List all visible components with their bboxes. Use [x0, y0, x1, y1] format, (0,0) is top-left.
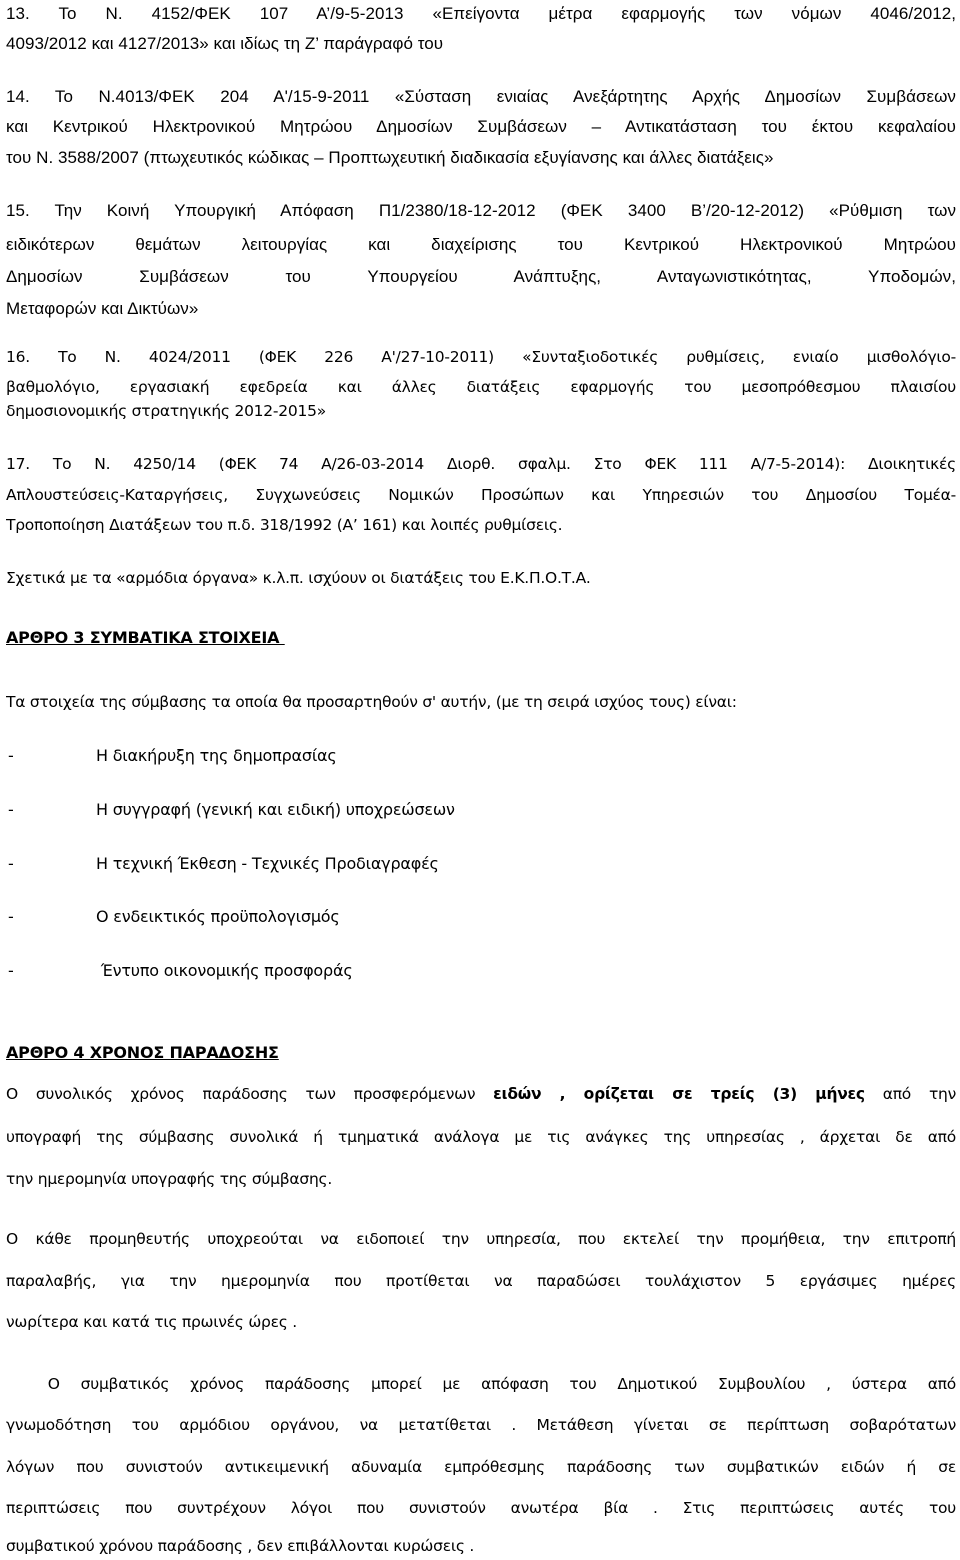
- delivery-time-line-3: την ημερομηνία υπογραφής της σύμβασης.: [6, 1170, 333, 1188]
- law-item-17-line-3: Τροποποίηση Διατάξεων του π.δ. 318/1992 (Α’ 161) και λοιπές ρυθμίσεις.: [6, 516, 563, 534]
- law-item-15-line-2: ειδικότερων θεμάτων λειτουργίας και διαχείρισης του Κεντρικού Ηλεκτρονικού Μητρώου: [6, 235, 956, 254]
- extension-line-2: γνωμοδότηση του αρμόδιου οργάνου, να μετατίθεται . Μετάθεση γίνεται σε περίπτωση σοβαρότατων: [6, 1416, 956, 1434]
- law-item-17-line-2: Απλουστεύσεις-Καταργήσεις, Συγχωνεύσεις Νομικών Προσώπων και Υπηρεσιών του Δημοσίου Τομέα-: [6, 486, 956, 504]
- delivery-time-text: Ο συνολικός χρόνος παράδοσης των προσφερόμενων: [6, 1085, 494, 1103]
- law-item-14-line-2: και Κεντρικού Ηλεκτρονικού Μητρώου Δημοσίων Συμβάσεων – Αντικατάσταση του έκτου κεφαλαίου: [6, 117, 956, 136]
- law-item-14-line-1: 14. Το Ν.4013/ΦΕΚ 204 Α'/15-9-2011 «Σύσταση ενιαίας Ανεξάρτητης Αρχής Δημοσίων Συμβάσεων: [6, 87, 956, 106]
- list-item: Ο ενδεικτικός προϋπολογισμός: [96, 907, 340, 926]
- article-3-intro: Τα στοιχεία της σύμβασης τα οποία θα προσαρτηθούν σ' αυτήν, (με τη σειρά ισχύος τους) είναι:: [6, 693, 737, 711]
- list-item: Η διακήρυξη της δημοπρασίας: [96, 746, 337, 765]
- law-item-16-line-1: 16. Το Ν. 4024/2011 (ΦΕΚ 226 Α'/27-10-2011) «Συνταξιοδοτικές ρυθμίσεις, ενιαίο μισθολόγιο-: [6, 348, 956, 366]
- list-item: Η τεχνική Έκθεση - Τεχνικές Προδιαγραφές: [96, 854, 439, 873]
- extension-line-5: συμβατικού χρόνου παράδοσης , δεν επιβάλλονται κυρώσεις .: [6, 1537, 475, 1555]
- competent-bodies-note: Σχετικά με τα «αρμόδια όργανα» κ.λ.π. ισχύουν οι διατάξεις του Ε.Κ.Π.Ο.Τ.Α.: [6, 569, 591, 587]
- law-item-14-line-3: του Ν. 3588/2007 (πτωχευτικός κώδικας – Προπτωχευτική διαδικασία εξυγίανσης και άλλες διατάξεις»: [6, 148, 774, 167]
- law-item-13-line-1: 13. Το Ν. 4152/ΦΕΚ 107 Α’/9-5-2013 «Επείγοντα μέτρα εφαρμογής των νόμων 4046/2012,: [6, 4, 956, 23]
- supplier-notice-line-2: παραλαβής, για την ημερομηνία που προτίθεται να παραδώσει τουλάχιστον 5 εργάσιμες ημέρες: [6, 1272, 956, 1290]
- extension-line-1: Ο συμβατικός χρόνος παράδοσης μπορεί με απόφαση του Δημοτικού Συμβουλίου , ύστερα από: [6, 1375, 956, 1393]
- delivery-time-line-2: υπογραφή της σύμβασης συνολικά ή τμηματικά ανάλογα με τις ανάγκες της υπηρεσίας , άρχεται δε από: [6, 1128, 956, 1146]
- extension-line-4: περιπτώσεις που συντρέχουν λόγοι που συνιστούν ανωτέρα βία . Στις περιπτώσεις αυτές του: [6, 1499, 956, 1517]
- extension-line-3: λόγων που συνιστούν αντικειμενική αδυναμία εμπρόθεσμης παράδοσης των συμβατικών ειδών ή σε: [6, 1458, 956, 1476]
- list-item: Έντυπο οικονομικής προσφοράς: [96, 961, 353, 980]
- law-item-15-line-3: Δημοσίων Συμβάσεων του Υπουργείου Ανάπτυξης, Ανταγωνιστικότητας, Υποδομών,: [6, 267, 956, 286]
- article-3-heading: ΑΡΘΡΟ 3 ΣΥΜΒΑΤΙΚΑ ΣΤΟΙΧΕΙΑ: [6, 628, 285, 647]
- list-bullet: -: [8, 800, 14, 819]
- list-bullet: -: [8, 961, 14, 980]
- delivery-separator: ,: [541, 1085, 584, 1103]
- supplier-notice-line-1: Ο κάθε προμηθευτής υποχρεούται να ειδοποιεί την υπηρεσία, που εκτελεί την προμήθεια, την επιτροπή: [6, 1230, 956, 1248]
- goods-emphasis: ειδών: [493, 1085, 542, 1103]
- law-item-16-line-2: βαθμολόγιο, εργασιακή εφεδρεία και άλλες διατάξεις εφαρμογής του μεσοπρόθεσμου πλαισίου: [6, 378, 956, 396]
- law-item-17-line-1: 17. Το Ν. 4250/14 (ΦΕΚ 74 Α/26-03-2014 Διορθ. σφαλμ. Στο ΦΕΚ 111 Α/7-5-2014): Διοικητικές: [6, 455, 956, 473]
- law-item-15-line-4: Μεταφορών και Δικτύων»: [6, 299, 199, 318]
- list-item: Η συγγραφή (γενική και ειδική) υποχρεώσεων: [96, 800, 455, 819]
- law-item-16-line-3: δημοσιονομικής στρατηγικής 2012-2015»: [6, 402, 326, 420]
- delivery-time-line-1: [6, 1080, 956, 1108]
- list-bullet: -: [8, 854, 14, 873]
- article-4-heading: ΑΡΘΡΟ 4 ΧΡΟΝΟΣ ΠΑΡΑΔΟΣΗΣ: [6, 1043, 279, 1062]
- supplier-notice-line-3: νωρίτερα και κατά τις πρωινές ώρες .: [6, 1313, 297, 1331]
- law-item-13-line-2: 4093/2012 και 4127/2013» και ιδίως τη Ζ’ παράγραφό του: [6, 34, 444, 53]
- list-bullet: -: [8, 907, 14, 926]
- list-bullet: -: [8, 746, 14, 765]
- delivery-time-text-end: από την: [864, 1085, 956, 1103]
- delivery-period-emphasis: ορίζεται σε τρείς (3) μήνες: [583, 1085, 865, 1103]
- law-item-15-line-1: 15. Την Κοινή Υπουργική Απόφαση Π1/2380/18-12-2012 (ΦΕΚ 3400 Β’/20-12-2012) «Ρύθμιση των: [6, 201, 956, 220]
